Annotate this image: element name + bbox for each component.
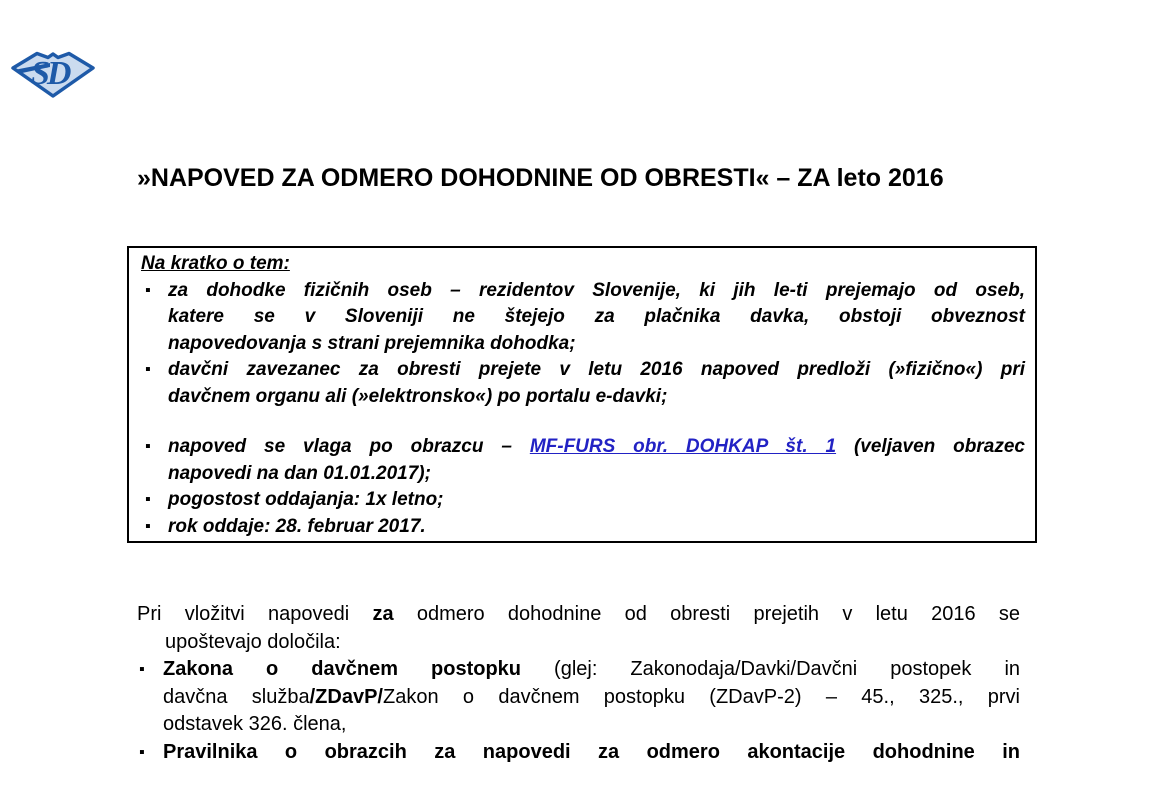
provision-line bbox=[163, 656, 1020, 684]
law-path-bold: /ZDavP/ bbox=[309, 685, 383, 708]
sd-logo bbox=[10, 50, 96, 98]
bullet-line: napovedovanja s strani prejemnika dohodka; bbox=[168, 332, 576, 354]
form-text-pre: napoved se vlaga po obrazcu – bbox=[168, 436, 530, 457]
page-title: »NAPOVED ZA ODMERO DOHODNINE OD OBRESTI« – ZA leto 2016 bbox=[137, 164, 944, 192]
summary-bullet-list bbox=[141, 278, 1025, 541]
sd-shield-icon bbox=[10, 50, 96, 98]
provisions-list bbox=[137, 656, 1020, 766]
provision-line: odstavek 326. člena, bbox=[163, 713, 347, 735]
bullet-line: ▪ za dohodke fizičnih oseb – rezidentov Slovenije, ki jih le-ti prejemajo od oseb, bbox=[168, 279, 1025, 301]
law-ref-text: (glej: Zakonodaja/Davki/Davčni postopek in bbox=[521, 658, 1021, 680]
summary-bullet-form bbox=[141, 434, 1025, 487]
provision-zdavp bbox=[137, 656, 1020, 739]
bullet-line: katere se v Sloveniji ne štejejo za plačnika davka, obstoji obveznost bbox=[168, 306, 1025, 327]
summary-box bbox=[127, 246, 1037, 543]
intro-text: Pri vložitvi napovedi bbox=[137, 603, 373, 625]
bullet-line: ▪ rok oddaje: 28. februar 2017. bbox=[168, 515, 426, 537]
dohkap-form-link[interactable]: MF-FURS obr. DOHKAP št. 1 bbox=[529, 436, 837, 457]
summary-bullet-filing-mode bbox=[141, 357, 1025, 410]
provision-pravilnik bbox=[137, 739, 1020, 767]
logo-letters: SD bbox=[31, 55, 69, 92]
bullet-line: ▪ davčni zavezanec za obresti prejete v letu 2016 napoved predloži (»fizično«) pri bbox=[168, 359, 1025, 380]
law-name-bold: Zakona o davčnem postopku bbox=[163, 658, 522, 680]
intro-line bbox=[137, 601, 1020, 629]
intro-bold-word: za bbox=[372, 603, 394, 625]
law-ref-text: Zakon o davčnem postopku (ZDavP-2) – 45., 325., prvi bbox=[382, 685, 1020, 708]
provision-line bbox=[163, 739, 1020, 767]
bullet-line: davčnem organu ali (»elektronsko«) po portalu e-davki; bbox=[168, 385, 668, 407]
summary-bullet-residents bbox=[141, 278, 1025, 358]
intro-line: upoštevajo določila: bbox=[165, 630, 341, 653]
summary-heading: Na kratko o tem: bbox=[141, 253, 290, 274]
bullet-line: ▪ pogostost oddajanja: 1x letno; bbox=[168, 489, 444, 510]
body-section bbox=[137, 601, 1020, 766]
regulation-name-bold: Pravilnika o obrazcih za napovedi za odmero akontacije dohodnine in bbox=[163, 740, 1020, 763]
summary-bullet-deadline bbox=[141, 514, 1025, 541]
intro-text: odmero dohodnine od obresti prejetih v letu 2016 se bbox=[393, 603, 1020, 625]
law-ref-text: davčna služba bbox=[163, 685, 310, 708]
bullet-line: napovedi na dan 01.01.2017); bbox=[168, 462, 431, 484]
summary-bullet-frequency bbox=[141, 487, 1025, 514]
form-text-tail: (veljaven obrazec bbox=[836, 436, 1025, 457]
bullet-line bbox=[168, 434, 1025, 461]
intro-paragraph bbox=[137, 601, 1020, 656]
provision-line bbox=[163, 684, 1020, 712]
